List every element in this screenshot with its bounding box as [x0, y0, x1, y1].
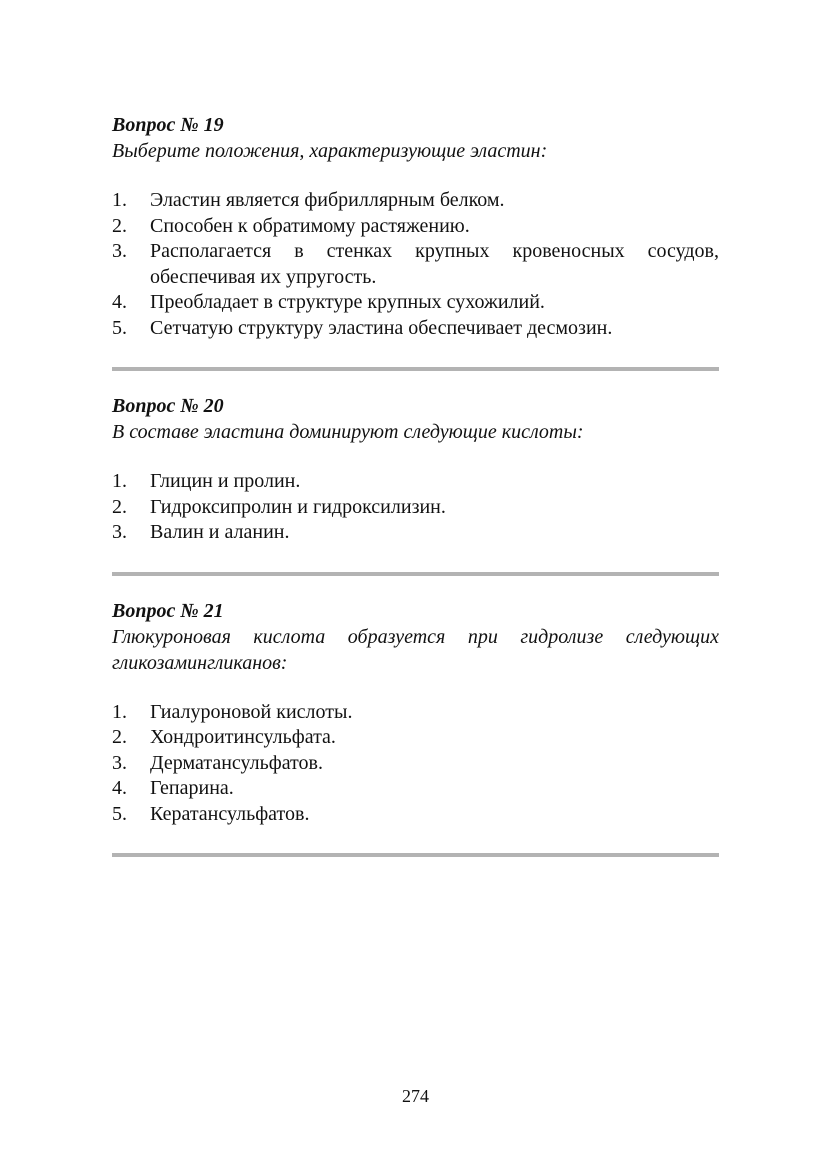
option-number: 2.	[112, 495, 127, 518]
question-prompt: В составе эластина доминируют следующие кислоты:	[112, 421, 584, 443]
answer-option	[112, 239, 719, 290]
question-prompt: Глюкуроновая кислота образуется при гидролизе следующих гликозамингликанов:	[112, 625, 719, 674]
answer-option	[112, 802, 719, 828]
option-text: Гиалуроновой кислоты.	[150, 700, 353, 723]
option-text: Сетчатую структуру эластина обеспечивает десмозин.	[150, 316, 613, 339]
option-number: 3.	[112, 751, 127, 774]
answer-options	[112, 700, 719, 828]
answer-option	[112, 290, 719, 316]
option-text: Гепарина.	[150, 777, 234, 799]
answer-option	[112, 316, 719, 342]
option-text: Дерматансульфатов.	[150, 751, 323, 774]
answer-option	[112, 776, 719, 802]
option-text: Эластин является фибриллярным белком.	[150, 189, 505, 211]
option-number: 1.	[112, 470, 127, 492]
option-number: 1.	[112, 700, 127, 723]
section-divider	[112, 853, 719, 857]
answer-option	[112, 725, 719, 751]
question-title: Вопрос № 21	[112, 599, 224, 622]
section-divider	[112, 367, 719, 371]
question-20	[112, 393, 719, 546]
option-text: Глицин и пролин.	[150, 470, 301, 492]
page-content	[112, 112, 719, 857]
option-number: 3.	[112, 521, 127, 543]
answer-option	[112, 188, 719, 214]
option-text: Валин и аланин.	[150, 521, 290, 543]
option-number: 2.	[112, 214, 127, 237]
answer-options	[112, 469, 719, 546]
option-number: 4.	[112, 291, 127, 313]
question-prompt: Выберите положения, характеризующие эластин:	[112, 140, 548, 162]
option-number: 3.	[112, 240, 127, 262]
option-text: Способен к обратимому растяжению.	[150, 214, 470, 237]
answer-option	[112, 214, 719, 240]
option-number: 2.	[112, 726, 127, 748]
option-number: 1.	[112, 189, 127, 211]
answer-option	[112, 495, 719, 521]
question-19	[112, 112, 719, 341]
option-number: 5.	[112, 316, 127, 339]
section-divider	[112, 572, 719, 576]
option-text: Кератансульфатов.	[150, 802, 310, 825]
question-21	[112, 598, 719, 828]
answer-option	[112, 469, 719, 495]
question-title: Вопрос № 19	[112, 114, 224, 136]
question-title: Вопрос № 20	[112, 395, 224, 417]
option-text: Располагается в стенках крупных кровеносных сосудов, обеспечивая их упругость.	[150, 240, 719, 288]
option-text: Преобладает в структуре крупных сухожилий.	[150, 291, 545, 313]
answer-options	[112, 188, 719, 341]
option-text: Гидроксипролин и гидроксилизин.	[150, 495, 446, 518]
answer-option	[112, 520, 719, 546]
option-text: Хондроитинсульфата.	[150, 726, 336, 748]
option-number: 4.	[112, 777, 127, 799]
answer-option	[112, 751, 719, 777]
page-number: 274	[402, 1086, 429, 1106]
answer-option	[112, 700, 719, 726]
option-number: 5.	[112, 802, 127, 825]
